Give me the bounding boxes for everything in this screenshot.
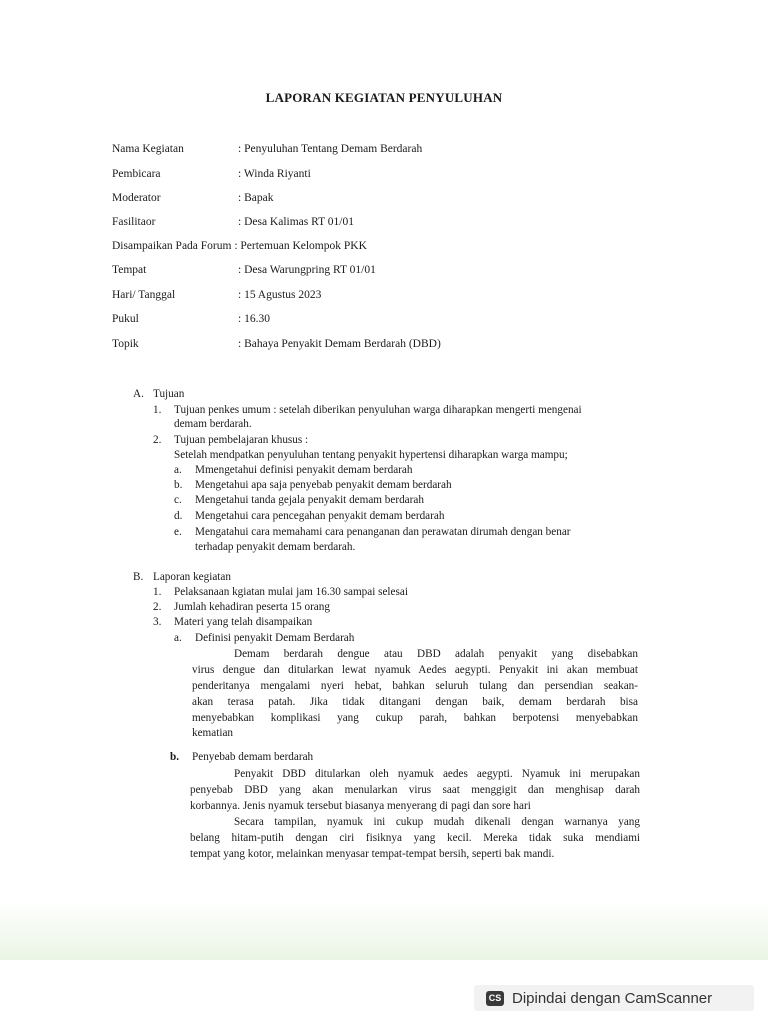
cause-letter: b. [170, 751, 180, 763]
cause-paragraph-line: tempat yang kotor, melainkan menyasar tempat-tempat bersih, seperti bak mandi. [190, 848, 555, 860]
cause-paragraph-line: Secara tampilan, nyamuk ini cukup mudah dikenali dengan warnanya yang [234, 816, 640, 828]
meta-row-fasilitator: Fasilitaor : Desa Kalimas RT 01/01 [112, 216, 354, 228]
meta-row-topik: Topik : Bahaya Penyakit Demam Berdarah (DBD) [112, 338, 441, 350]
section-a-heading: Tujuan [153, 388, 185, 400]
subitem-c-letter: c. [174, 494, 182, 506]
subitem-d-letter: d. [174, 510, 183, 522]
meta-row-nama-kegiatan: Nama Kegiatan : Penyuluhan Tentang Demam Berdarah [112, 143, 423, 155]
cause-paragraph-line: Penyakit DBD ditularkan oleh nyamuk aedes aegypti. Nyamuk ini merupakan [234, 768, 640, 780]
cause-paragraph-line: belang hitam-putih dengan ciri fisiknya yang kecil. Mereka tidak suka mendiami [190, 832, 640, 844]
section-b-marker: B. [133, 571, 144, 583]
meta-row-pembicara: Pembicara : Winda Riyanti [112, 168, 311, 180]
subitem-e-text: Mengatahui cara memahami cara penanganan dan perawatan dirumah dengan benar [195, 526, 571, 538]
section-b-item-3-text: Materi yang telah disampaikan [174, 616, 313, 628]
subitem-a-letter: a. [174, 464, 182, 476]
definition-paragraph-line: penderitanya mengalami nyeri hebat, bahkan seluruh tulang dan persendian seakan- [192, 680, 638, 692]
meta-row-pukul: Pukul : 16.30 [112, 313, 270, 325]
section-b-heading: Laporan kegiatan [153, 571, 231, 583]
meta-row-forum: Disampaikan Pada Forum : Pertemuan Kelompok PKK [112, 240, 367, 252]
meta-row-moderator: Moderator : Bapak [112, 192, 274, 204]
camscanner-text: Dipindai dengan CamScanner [512, 989, 713, 1007]
camscanner-watermark [474, 985, 754, 1011]
section-b-item-2-text: Jumlah kehadiran peserta 15 orang [174, 601, 330, 613]
cause-paragraph-line: korbannya. Jenis nyamuk tersebut biasanya menyerang di pagi dan sore hari [190, 800, 531, 812]
definition-paragraph-line: Demam berdarah dengue atau DBD adalah penyakit yang disebabkan [234, 648, 638, 660]
subitem-b-letter: b. [174, 479, 183, 491]
section-b-item-2-number: 2. [153, 601, 162, 613]
camscanner-logo-icon: CS [486, 991, 504, 1006]
cause-paragraph-line: penyebab DBD yang akan menularkan virus saat menggigit dan menghisap darah [190, 784, 640, 796]
section-a-item-1-number: 1. [153, 404, 162, 416]
definition-paragraph-line: akan terasa patah. Jika tidak ditangani dengan baik, demam berdarah bisa [192, 696, 638, 708]
subitem-a-text: Mmengetahui definisi penyakit demam berdarah [195, 464, 413, 476]
section-a-marker: A. [133, 388, 144, 400]
definition-paragraph-line: virus dengue dan ditularkan lewat nyamuk Aedes aegypti. Penyakit ini akan membuat [192, 664, 638, 676]
section-b-item-3-number: 3. [153, 616, 162, 628]
subitem-e-letter: e. [174, 526, 182, 538]
meta-row-tempat: Tempat : Desa Warungpring RT 01/01 [112, 264, 376, 276]
section-a-item-1-line-2: demam berdarah. [174, 418, 252, 430]
subitem-b-text: Mengetahui apa saja penyebab penyakit demam berdarah [195, 479, 452, 491]
document-title: LAPORAN KEGIATAN PENYULUHAN [265, 90, 503, 105]
section-b-item-1-number: 1. [153, 586, 162, 598]
section-a-item-2-line-2: Setelah mendpatkan penyuluhan tentang penyakit hypertensi diharapkan warga mampu; [174, 449, 568, 461]
section-a-item-2-line-1: Tujuan pembelajaran khusus : [174, 434, 309, 446]
subitem-d-text: Mengetahui cara pencegahan penyakit demam berdarah [195, 510, 445, 522]
definition-heading: Definisi penyakit Demam Berdarah [195, 632, 355, 644]
subitem-c-text: Mengetahui tanda gejala penyakit demam berdarah [195, 494, 424, 506]
section-b-item-1-text: Pelaksanaan kgiatan mulai jam 16.30 sampai selesai [174, 586, 408, 598]
definition-paragraph-line: menyebabkan komplikasi yang cukup parah, bahkan berpotensi menyebabkan [192, 712, 638, 724]
scan-shadow [0, 900, 768, 960]
section-a-item-2-number: 2. [153, 434, 162, 446]
section-a-item-1-line-1: Tujuan penkes umum : setelah diberikan penyuluhan warga diharapkan mengerti mengenai [174, 404, 582, 416]
definition-paragraph-line: kematian [192, 727, 234, 739]
meta-row-hari-tanggal: Hari/ Tanggal : 15 Agustus 2023 [112, 289, 322, 301]
definition-letter: a. [174, 632, 182, 644]
cause-heading: Penyebab demam berdarah [192, 751, 314, 763]
subitem-e-text-2: terhadap penyakit demam berdarah. [195, 541, 356, 553]
